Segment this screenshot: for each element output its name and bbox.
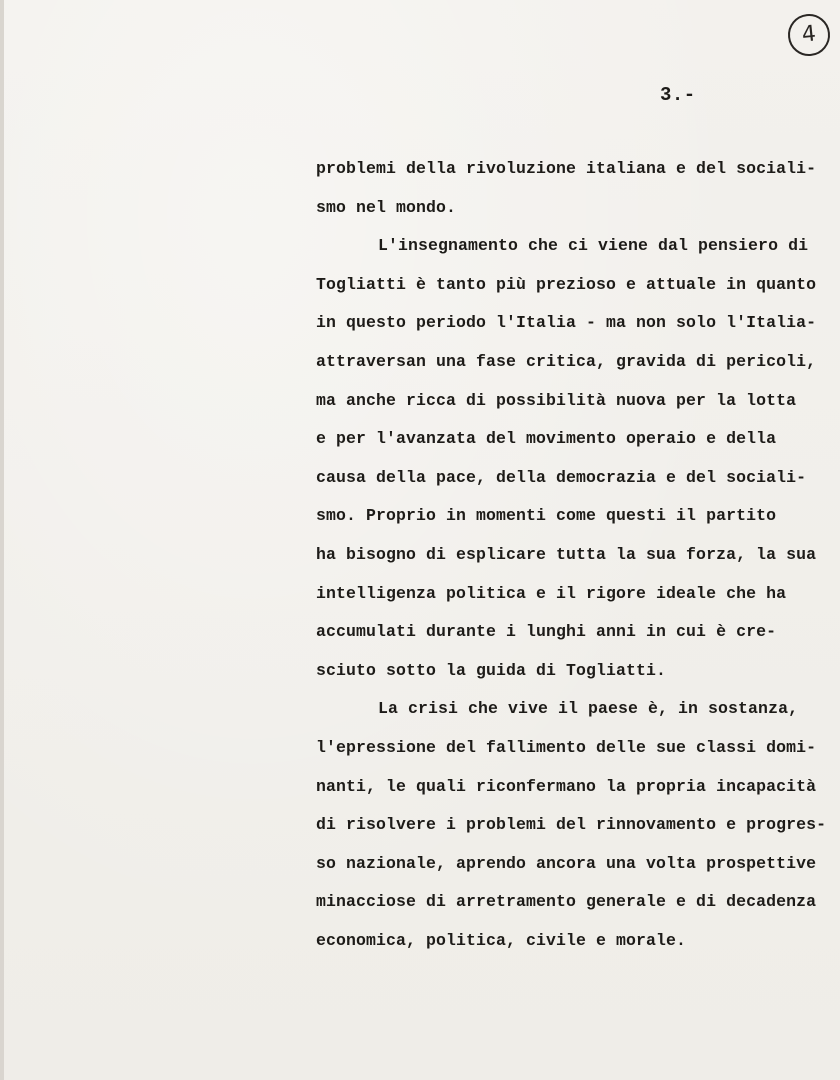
text-line: e per l'avanzata del movimento operaio e della: [316, 429, 777, 449]
text-line: ha bisogno di esplicare tutta la sua forza, la sua: [316, 544, 817, 564]
text-line: in questo periodo l'Italia - ma non solo l'Italia-: [316, 313, 817, 333]
page-edge: [0, 0, 4, 1080]
text-line: attraversan una fase critica, gravida di pericoli,: [316, 351, 817, 371]
text-line: accumulati durante i lunghi anni in cui è cre-: [316, 622, 777, 642]
text-line: sciuto sotto la guida di Togliatti.: [316, 660, 667, 680]
paragraph-start-line: L'insegnamento che ci viene dal pensiero di: [378, 236, 809, 256]
text-line: di risolvere i problemi del rinnovamento e progres-: [316, 815, 827, 835]
text-line: intelligenza politica e il rigore ideale che ha: [316, 583, 787, 603]
page-number: 3.-: [660, 84, 696, 106]
document-body: [316, 150, 826, 960]
text-line: Togliatti è tanto più prezioso e attuale in quanto: [316, 274, 817, 294]
text-line: minacciose di arretramento generale e di decadenza: [316, 892, 817, 912]
text-line: economica, politica, civile e morale.: [316, 930, 687, 950]
text-line: ma anche ricca di possibilità nuova per la lotta: [316, 390, 797, 410]
text-line: l'epressione del fallimento delle sue classi domi-: [316, 737, 817, 757]
text-line: smo. Proprio in momenti come questi il partito: [316, 506, 777, 526]
text-line: smo nel mondo.: [316, 197, 457, 217]
text-line: causa della pace, della democrazia e del sociali-: [316, 467, 807, 487]
text-line: problemi della rivoluzione italiana e del sociali-: [316, 159, 817, 178]
paragraph-start-line: La crisi che vive il paese è, in sostanza,: [378, 699, 799, 719]
text-line: so nazionale, aprendo ancora una volta prospettive: [316, 853, 817, 873]
circled-page-annotation: 4: [786, 12, 832, 58]
text-line: nanti, le quali riconfermano la propria incapacità: [316, 776, 817, 796]
